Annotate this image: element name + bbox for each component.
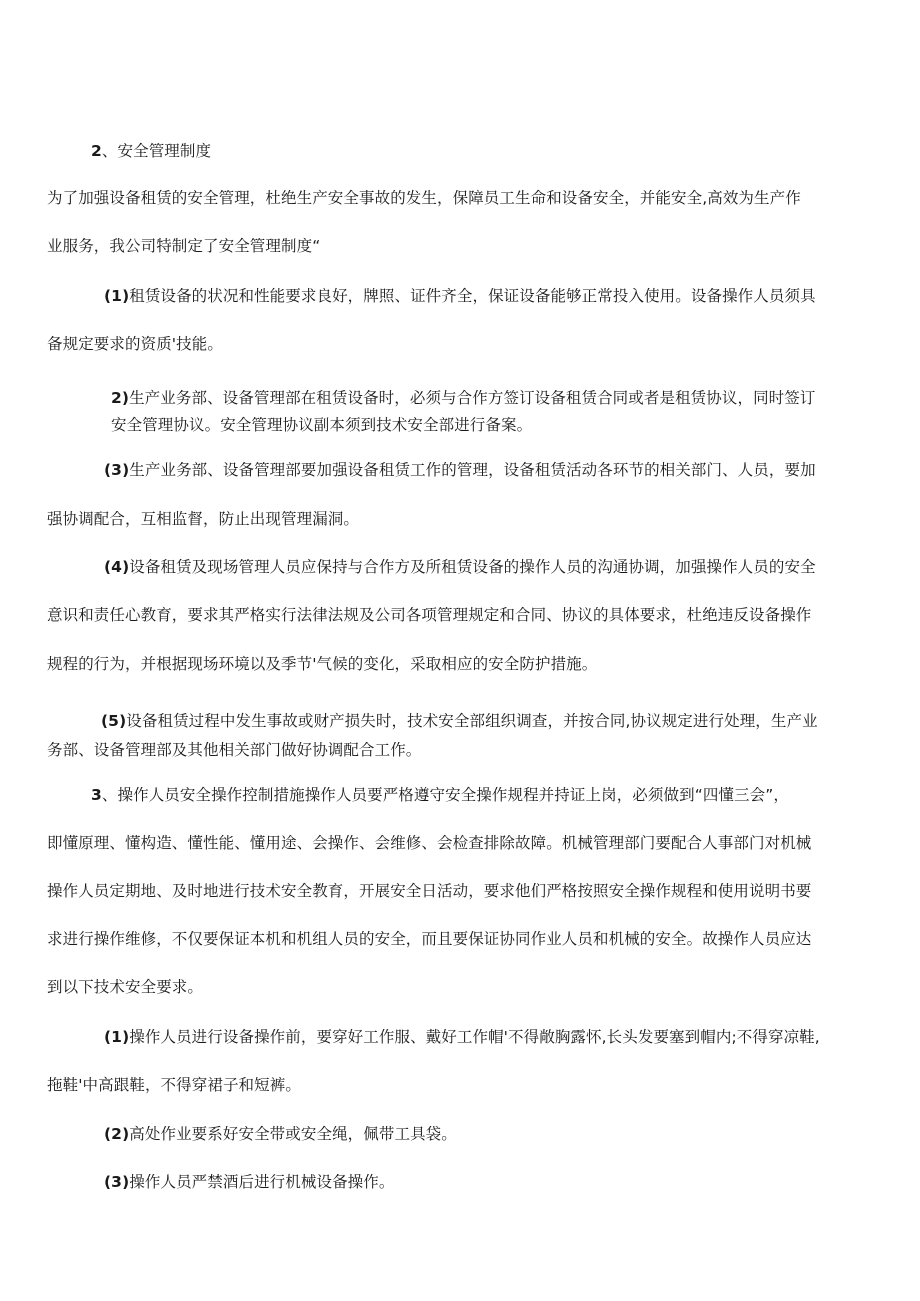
section-3-item-3-text: 操作人员严禁酒后进行机械设备操作。 (129, 1173, 395, 1191)
section-3-item-2-line-1 (104, 1124, 457, 1144)
section-2-item-3-number: (3) (104, 461, 130, 479)
section-2-item-2-line-1 (111, 388, 815, 408)
section-2-title (91, 141, 211, 161)
section-3-item-3-line-1 (104, 1172, 394, 1192)
section-2-item-5-number: (5) (101, 712, 127, 730)
section-3-line-5: 到以下技术安全要求。 (47, 978, 204, 996)
section-3-item-1-text: 操作人员进行设备操作前，要穿好工作服、戴好工作帽'不得敞胸露怀,长头发要塞到帽内;不得穿凉鞋, (129, 1028, 820, 1046)
section-3-line-3: 操作人员定期地、及时地进行技术安全教育，开展安全日活动，要求他们严格按照安全操作规程和使用说明书要 (47, 882, 812, 900)
section-2-item-2-line-2: 安全管理协议。安全管理协议副本须到技术安全部进行备案。 (111, 416, 533, 434)
section-2-title-text: 、安全管理制度 (101, 142, 212, 160)
section-2-intro-line-2: 业服务，我公司特制定了安全管理制度“ (47, 237, 321, 255)
section-3-line-2: 即懂原理、懂构造、懂性能、懂用途、会操作、会维修、会检查排除故障。机械管理部门要配合人事部门对机械 (47, 834, 812, 852)
section-3-line-4: 求进行操作维修，不仅要保证本机和机组人员的安全，而且要保证协同作业人员和机械的安全。故操作人员应达 (47, 930, 812, 948)
section-2-item-3-line-1 (104, 460, 816, 480)
section-3-line-1 (91, 785, 789, 805)
section-2-item-3-line-2: 强协调配合，互相监督，防止出现管理漏洞。 (47, 510, 360, 528)
section-3-line-1-text: 、操作人员安全操作控制措施操作人员要严格遵守安全操作规程并持证上岗，必须做到“四懂三会”， (101, 786, 789, 804)
section-2-item-4-number: (4) (104, 558, 130, 576)
section-3-item-2-number: (2) (104, 1125, 130, 1143)
section-3-item-2-text: 高处作业要系好安全带或安全绳，佩带工具袋。 (129, 1125, 457, 1143)
section-3-number: 3 (91, 786, 102, 804)
section-2-item-4-text: 设备租赁及现场管理人员应保持与合作方及所租赁设备的操作人员的沟通协调，加强操作人员的安全 (129, 558, 816, 576)
section-2-item-4-line-2: 意识和责任心教育，要求其严格实行法律法规及公司各项管理规定和合同、协议的具体要求，杜绝违反设备操作 (47, 606, 812, 624)
section-2-item-4-line-3: 规程的行为，并根据现场环境以及季节'气候的变化，采取相应的安全防护措施。 (47, 655, 598, 673)
section-3-item-1-number: (1) (104, 1028, 130, 1046)
section-2-item-5-line-2: 务部、设备管理部及其他相关部门做好协调配合工作。 (47, 741, 422, 759)
section-2-item-1-line-1 (104, 286, 816, 306)
section-3-item-1-line-2: 拖鞋'中高跟鞋，不得穿裙子和短裤。 (47, 1076, 301, 1094)
section-2-item-5-text: 设备租赁过程中发生事故或财产损失时，技术安全部组织调查，并按合同,协议规定进行处理，生产业 (126, 712, 818, 730)
section-2-item-4-line-1 (104, 557, 816, 577)
section-2-item-2-text: 生产业务部、设备管理部在租赁设备时，必须与合作方签订设备租赁合同或者是租赁协议，同时签订 (129, 389, 816, 407)
section-3-item-3-number: (3) (104, 1173, 130, 1191)
section-2-item-3-text: 生产业务部、设备管理部要加强设备租赁工作的管理，设备租赁活动各环节的相关部门、人员，要加 (129, 461, 816, 479)
section-2-item-1-line-2: 备规定要求的资质'技能。 (47, 335, 223, 353)
section-2-item-5-line-1 (101, 711, 818, 731)
section-2-item-1-number: (1) (104, 287, 130, 305)
section-3-item-1-line-1 (104, 1027, 820, 1047)
section-2-intro-line-1: 为了加强设备租赁的安全管理，杜绝生产安全事故的发生，保障员工生命和设备安全，并能安全,高效为生产作 (47, 189, 801, 207)
section-2-item-1-text: 租赁设备的状况和性能要求良好，牌照、证件齐全，保证设备能够正常投入使用。设备操作人员须具 (129, 287, 816, 305)
section-2-number: 2 (91, 142, 102, 160)
section-2-item-2-number: 2) (111, 389, 130, 407)
